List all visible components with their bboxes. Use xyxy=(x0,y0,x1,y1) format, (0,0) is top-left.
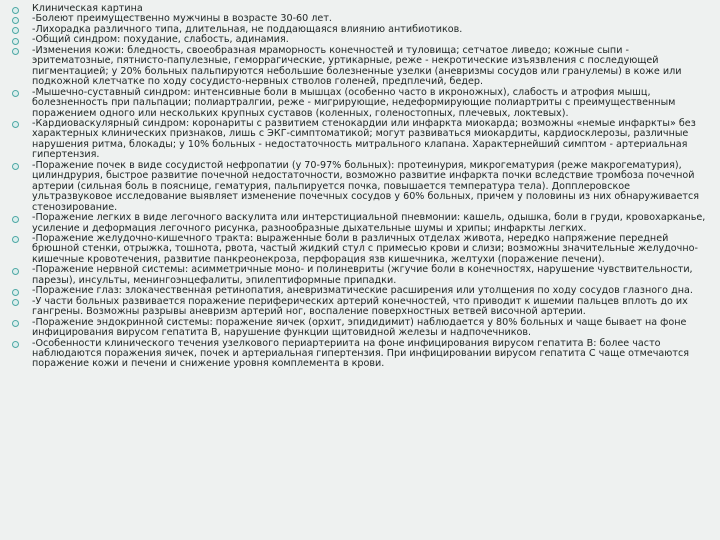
bullet-icon xyxy=(12,320,19,327)
bullet-icon xyxy=(12,38,19,45)
bullet-icon xyxy=(12,17,19,24)
bullet-icon xyxy=(12,48,19,55)
bullet-icon xyxy=(12,121,19,128)
bullet-icon xyxy=(12,216,19,223)
bullet-list xyxy=(12,4,708,370)
list-item-text: -Поражение желудочно-кишечного тракта: выраженные боли в различных отделах живота, нередко напряжение передней брюшной стенки, отрыжка, тошнота, рвота, частый жидкий стул с примесью крови и слизи; возможны значительные желудочно-кишечные кровотечения, развитие панкреонекроза, перфорация язв кишечника, желтухи (поражение печени). xyxy=(32,232,698,265)
list-item-text: -Лихорадка различного типа, длительная, не поддающаяся влиянию антибиотиков. xyxy=(32,23,463,35)
bullet-icon xyxy=(12,7,19,14)
list-item xyxy=(12,161,708,213)
bullet-icon xyxy=(12,236,19,243)
list-item-text: -Болеют преимущественно мужчины в возрасте 30-60 лет. xyxy=(32,13,332,25)
list-item xyxy=(12,339,708,370)
list-item-text: -Поражение нервной системы: асимметричные моно- и полиневриты (жгучие боли в конечностях, нарушение чувствительности, парезы), инсульты, менингоэнцефалиты, эпилептиформные припадки. xyxy=(32,264,693,286)
list-item-text: -Кардиоваскулярный синдром: коронариты с развитием стенокардии или инфаркта миокарда; возможны «немые инфаркты» без характерных клинических признаков, лишь с ЭКГ-симптоматикой; могут развиваться миокардиты, кардиосклерозы, различные нарушения ритма, блокады; у 10% больных - недостаточность митрального клапана. Характернейший симптом - артериальная гипертензия. xyxy=(32,117,696,161)
list-item-text: Клиническая картина xyxy=(32,3,143,14)
list-item xyxy=(12,213,708,234)
list-item-text: -Мышечно-суставный синдром: интенсивные боли в мышцах (особенно часто в икроножных), слабость и атрофия мышц, болезненность при пальпации; полиартралгии, реже - мигрирующие, недеформирующие полиартриты с преимущественным поражением одного или нескольких крупных суставов (коленных, голеностопных, плечевых, локтевых). xyxy=(32,86,676,119)
list-item xyxy=(12,88,708,119)
list-item-text: -Поражение глаз: злокачественная ретинопатия, аневризматические расширения или утолщения по ходу сосудов глазного дна. xyxy=(32,285,693,297)
list-item xyxy=(12,318,708,339)
bullet-icon xyxy=(12,341,19,348)
list-item-text: -Поражение почек в виде сосудистой нефропатии (у 70-97% больных): протеинурия, микрогематурия (реже макрогематурия), цилиндрурия, быстрое развитие почечной недостаточности, возможно развитие инфаркта почки вследствие тромбоза почечной артерии (сильная боль в пояснице, гематурия, пальпируется почка, повышается температура тела). Допплеровское ультразвуковое исследование выявляет изменение почечных сосудов у 60% больных, причем у половины из них обнаруживается стенозирование. xyxy=(32,159,700,213)
bullet-icon xyxy=(12,299,19,306)
list-item-text: -У части больных развивается поражение периферических артерий конечностей, что приводит к ишемии пальцев вплоть до их гангрены. Возможны разрывы аневризм артерий ног, воспаление поверхностных ветвей височной артерии. xyxy=(32,295,688,318)
list-item-text: -Поражение легких в виде легочного васкулита или интерстициальной пневмонии: кашель, одышка, боли в груди, кровохарканье, усиление и деформация легочного рисунка, разнообразные дыхательные шумы и хрипы; инфаркты легких. xyxy=(32,212,706,234)
list-item-text: -Изменения кожи: бледность, своеобразная мраморность конечностей и туловища; сетчатое ливедо; кожные сыпи - эритематозные, пятнисто-папулезные, геморрагические, уртикарные, реже - некротические изъязвления с последующей пигментацией; у 20% больных пальпируются небольшие болезненные узелки (аневризмы сосудов или гранулемы) в коже или подкожной клетчатке по ходу сосудисто-нервных стволов голеней, предплечий, бедер. xyxy=(32,44,682,88)
list-item xyxy=(12,265,708,286)
bullet-icon xyxy=(12,289,19,296)
bullet-icon xyxy=(12,163,19,170)
list-item-text: -Особенности клинического течения узелкового периартериита на фоне инфицирования вирусом гепатита В: более часто наблюдаются поражения яичек, почек и артериальная гипертензия. При инфицировании вирусом гепатита С чаще отмечаются поражение кожи и печени и снижение уровня комплемента в крови. xyxy=(32,337,690,370)
list-item xyxy=(12,297,708,318)
list-item-text: -Общий синдром: похудание, слабость, адинамия. xyxy=(32,34,289,46)
bullet-icon xyxy=(12,27,19,34)
list-item xyxy=(12,46,708,88)
list-item-text: -Поражение эндокринной системы: поражение яичек (орхит, эпидидимит) наблюдается у 80% больных и чаще бывает на фоне инфицирования вирусом гепатита В, нарушение функции щитовидной железы и надпочечников. xyxy=(32,316,687,339)
list-item xyxy=(12,119,708,161)
list-item xyxy=(12,234,708,265)
bullet-icon xyxy=(12,268,19,275)
bullet-icon xyxy=(12,90,19,97)
